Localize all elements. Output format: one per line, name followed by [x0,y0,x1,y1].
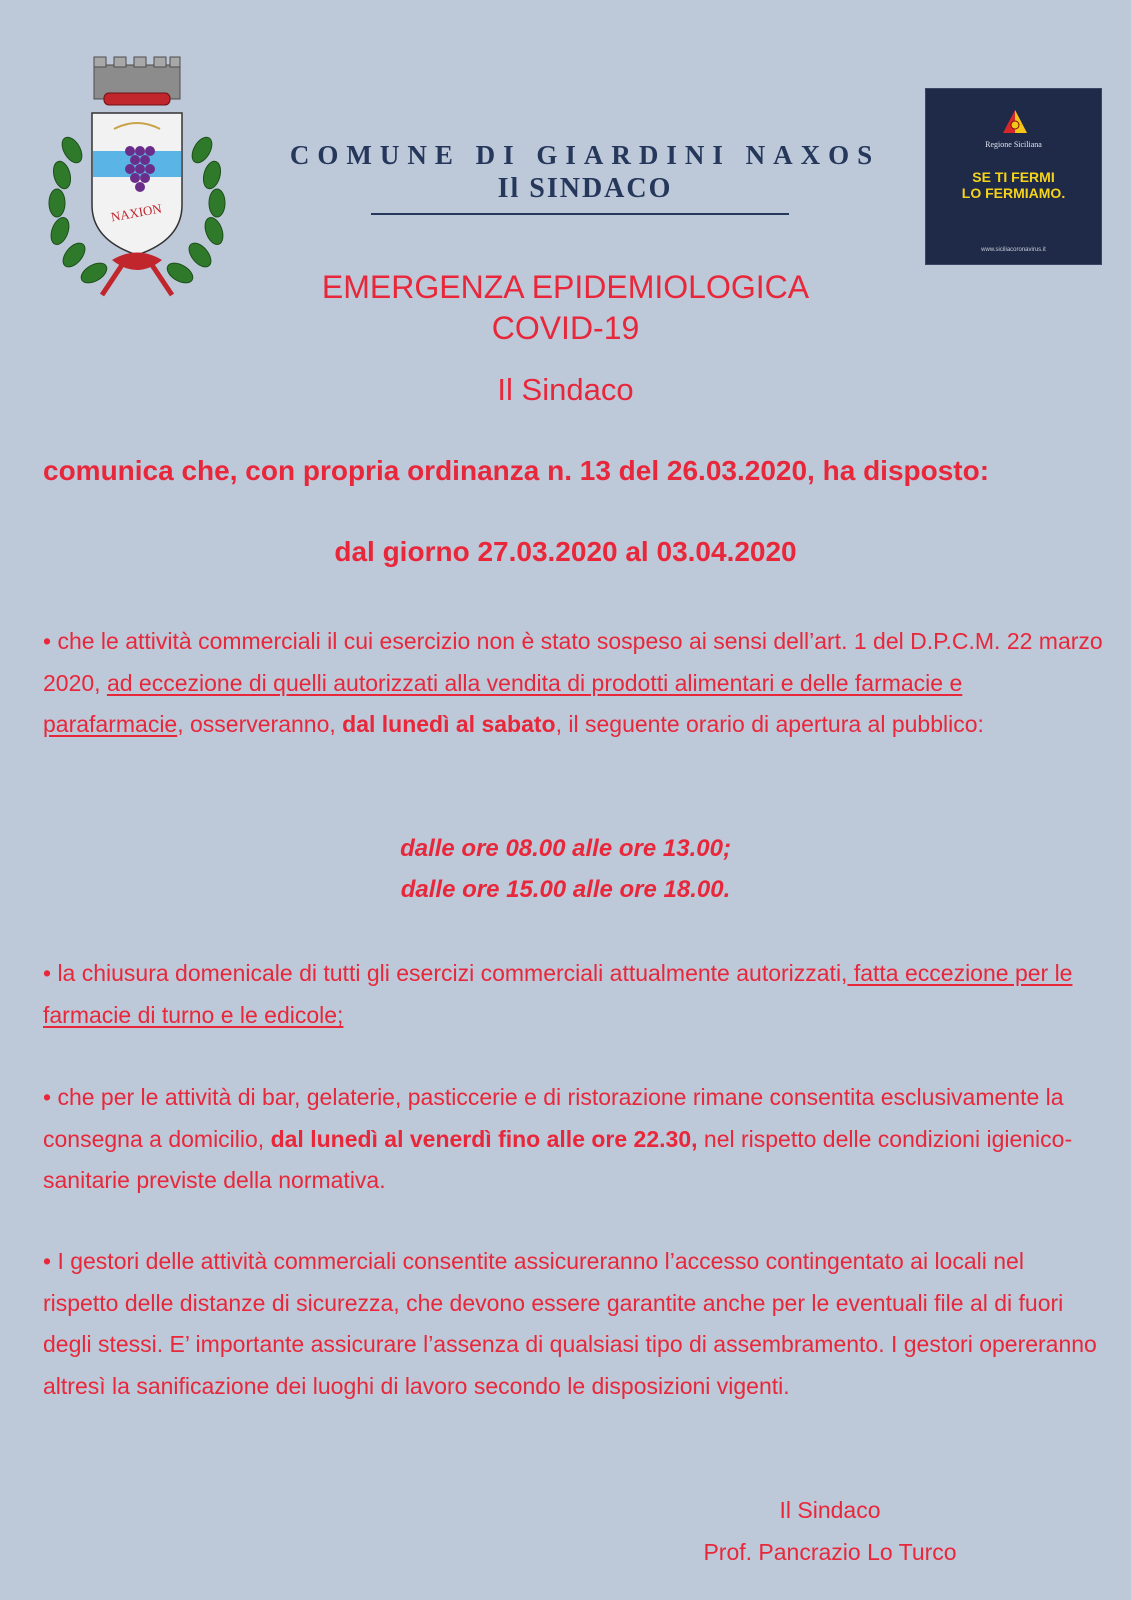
signature-name: Prof. Pancrazio Lo Turco [703,1538,957,1565]
provision-exception: fatta eccezione per le farmacie di turno e le edicole; [43,960,1073,1028]
provision-text: , osserveranno, [177,711,343,737]
provision-shop-hours [43,621,1103,746]
page-subtitle: COVID-19 [491,310,640,346]
provision-text: nel rispetto delle condizioni igienico-sanitarie previste della normativa. [43,1125,1073,1193]
issuer-heading: Il Sindaco [497,372,634,407]
provision-text: • che le attività commerciali il cui esercizio non è stato sospeso ai sensi dell’art. 1 del D.P.C.M. 22 marzo 2020, [43,628,1103,696]
validity-period: dal giorno 27.03.2020 al 03.04.2020 [334,536,797,567]
opening-hours-afternoon: dalle ore 15.00 alle ore 18.00. [400,876,731,903]
provision-days: dal lunedì al sabato [342,711,556,737]
badge-region-label: Regione Siciliana [985,140,1042,149]
municipality-name: COMUNE DI GIARDINI NAXOS [289,140,881,170]
announcement-line: comunica che, con propria ordinanza n. 13 del 26.03.2020, ha disposto: [43,455,990,486]
badge-slogan-line1: SE TI FERMI [972,169,1055,185]
provision-days: dal lunedì al venerdì fino alle ore 22.30, [270,1125,698,1152]
signature-block [660,1490,1000,1573]
signature-role: Il Sindaco [779,1497,881,1523]
svg-text:NAXION: NAXION [109,200,163,225]
badge-slogan-line2: LO FERMIAMO. [961,185,1066,201]
provision-text: • la chiusura domenicale di tutti gli esercizi commerciali attualmente autorizzati, [43,960,848,986]
badge-website: www.siciliacoronavirus.it [981,247,1046,253]
badge-slogan [926,169,1101,201]
mayor-office-label: Il SINDACO [497,173,673,204]
provision-exception: ad eccezione di quelli autorizzati alla vendita di prodotti alimentari e delle farmacie e parafarmacie [43,669,963,737]
header-divider [371,213,789,215]
provision-bars-delivery [43,1077,1103,1202]
page-title: EMERGENZA EPIDEMIOLOGICA [321,269,810,305]
provision-text: , il seguente orario di apertura al pubblico: [555,711,984,737]
provision-sunday-closure [43,953,1103,1036]
municipality-header [260,140,910,205]
trinacria-icon [1002,109,1028,135]
coat-of-arms-logo [42,55,232,300]
opening-hours-morning: dalle ore 08.00 alle ore 13.00; [400,835,731,862]
opening-hours [0,828,1131,910]
campaign-badge [925,88,1102,265]
provision-text: • che per le attività di bar, gelaterie, pasticcerie e di ristorazione rimane consentita esclusivamente la consegna a domicilio, [43,1084,1064,1152]
provision-access-rules: • I gestori delle attività commerciali consentite assicureranno l’accesso contingentato ai locali nel rispetto delle distanze di sicurezza, che devono essere garantite anche per le eventuali file al di fuori degli stessi. E’ importante assicurare l’assenza di qualsiasi tipo di assembramento. I gestori opereranno altresì la sanificazione dei luoghi di lavoro secondo le disposizioni vigenti. [43,1248,1097,1399]
